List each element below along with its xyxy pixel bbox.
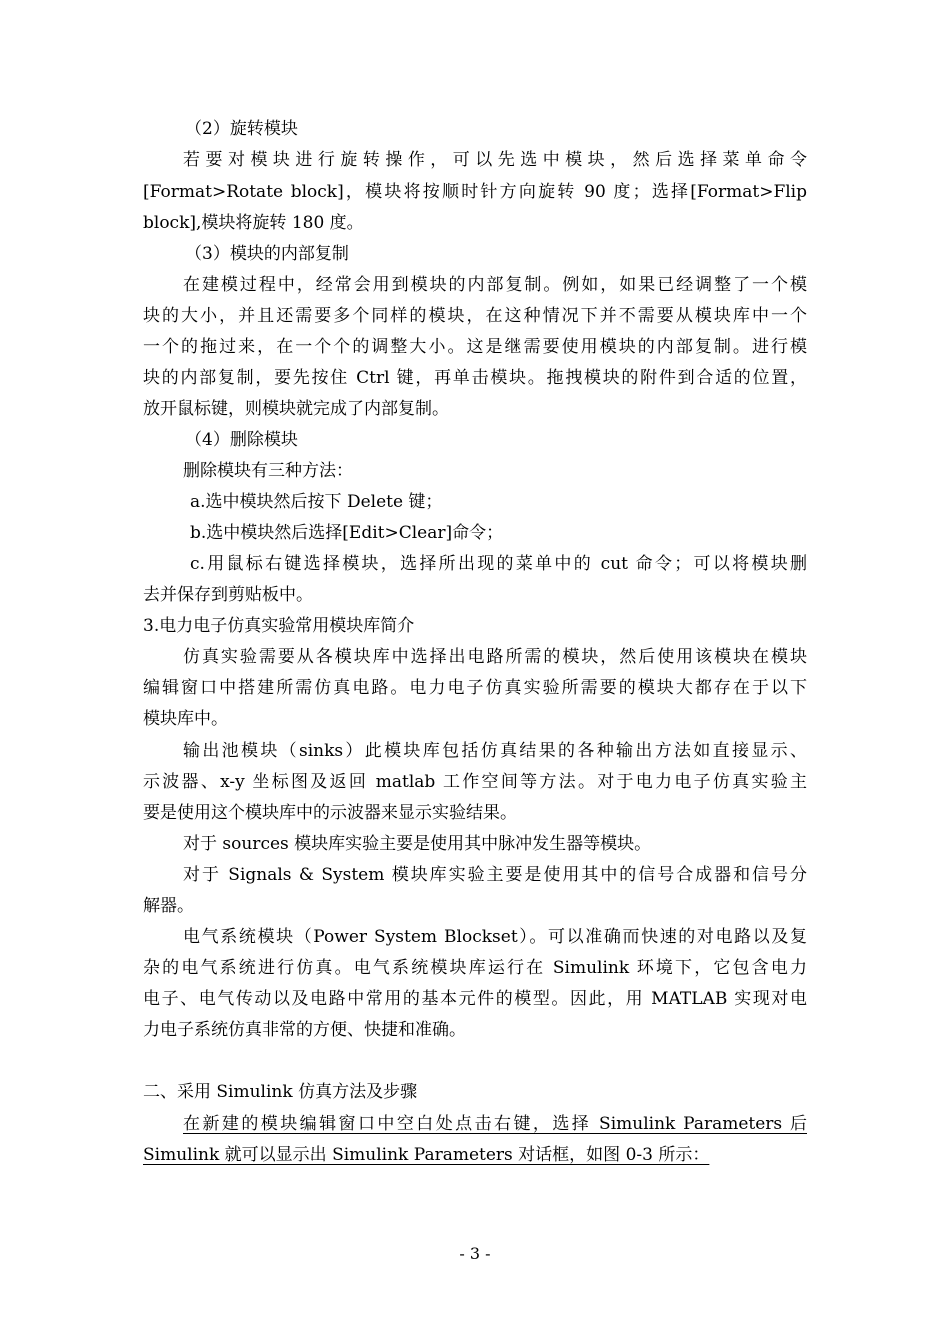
underlined-paragraph-line: 在新建的模块编辑窗口中空白处点击右键，选择 Simulink Parameters 后	[183, 1114, 807, 1134]
paragraph-line: 杂的电气系统进行仿真。电气系统模块库运行在 Simulink 环境下，它包含电力	[143, 958, 807, 978]
paragraph-line: 块的内部复制，要先按住 Ctrl 键，再单击模块。拖拽模块的附件到合适的位置，	[143, 368, 807, 388]
paragraph-line: 要是使用这个模块库中的示波器来显示实验结果。	[143, 803, 517, 823]
list-item: a.选中模块然后按下 Delete 键；	[190, 492, 443, 512]
paragraph-line: 编辑窗口中搭建所需仿真电路。电力电子仿真实验所需要的模块大都存在于以下	[143, 678, 807, 698]
list-item: b.选中模块然后选择[Edit>Clear]命令；	[190, 523, 504, 543]
paragraph-line: 电子、电气传动以及电路中常用的基本元件的模型。因此，用 MATLAB 实现对电	[143, 989, 807, 1009]
page-number: - 3 -	[459, 1244, 491, 1263]
heading-delete-module: （4）删除模块	[185, 430, 298, 450]
paragraph-line: 若要对模块进行旋转操作，可以先选中模块，然后选择菜单命令	[183, 150, 807, 170]
section-heading-simulink: 二、采用 Simulink 仿真方法及步骤	[143, 1082, 418, 1102]
paragraph-line: 力电子系统仿真非常的方便、快捷和准确。	[143, 1020, 466, 1040]
list-item: c.用鼠标右键选择模块，选择所出现的菜单中的 cut 命令；可以将模块删	[190, 554, 807, 574]
paragraph-line: block],模块将旋转 180 度。	[143, 213, 364, 233]
paragraph-line: 模块库中。	[143, 709, 228, 729]
paragraph-line: 删除模块有三种方法：	[183, 461, 353, 481]
paragraph-line: 对于 Signals & System 模块库实验主要是使用其中的信号合成器和信号分	[183, 865, 807, 885]
paragraph-line: 电气系统模块（Power System Blockset）。可以准确而快速的对电路以及复	[183, 927, 807, 947]
paragraph-line: 一个的拖过来，在一个个的调整大小。这是继需要使用模块的内部复制。进行模	[143, 337, 807, 357]
paragraph-line: 输出池模块（sinks）此模块库包括仿真结果的各种输出方法如直接显示、	[183, 741, 807, 761]
underlined-paragraph-line: Simulink 就可以显示出 Simulink Parameters 对话框，如图 0-3 所示：	[143, 1145, 710, 1165]
paragraph-line: 对于 sources 模块库实验主要是使用其中脉冲发生器等模块。	[183, 834, 652, 854]
paragraph-line: 解器。	[143, 896, 194, 916]
paragraph-line: 在建模过程中，经常会用到模块的内部复制。例如，如果已经调整了一个模	[183, 275, 807, 295]
heading-rotate-module: （2）旋转模块	[185, 119, 298, 139]
paragraph-line: 仿真实验需要从各模块库中选择出电路所需的模块，然后使用该模块在模块	[183, 647, 807, 667]
heading-internal-copy: （3）模块的内部复制	[185, 244, 349, 264]
paragraph-line: 放开鼠标键，则模块就完成了内部复制。	[143, 399, 449, 419]
paragraph-line: 块的大小，并且还需要多个同样的模块，在这种情况下并不需要从模块库中一个	[143, 306, 807, 326]
section-heading: 3.电力电子仿真实验常用模块库简介	[143, 616, 415, 636]
paragraph-line: 示波器、x-y 坐标图及返回 matlab 工作空间等方法。对于电力电子仿真实验主	[143, 772, 807, 792]
paragraph-line: 去并保存到剪贴板中。	[143, 585, 313, 605]
paragraph-line: [Format>Rotate block]，模块将按顺时针方向旋转 90 度；选择[Format>Flip	[143, 182, 807, 202]
